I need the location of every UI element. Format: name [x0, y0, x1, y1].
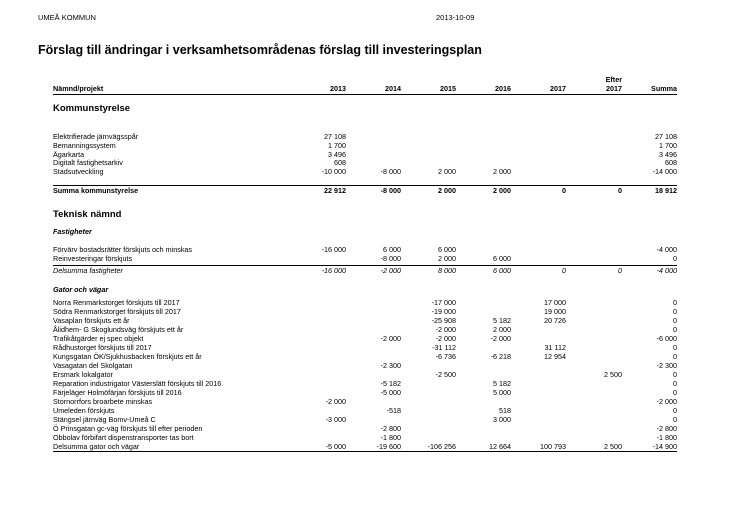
cell: -2 000: [435, 334, 456, 343]
cell: 3 496: [328, 150, 346, 159]
cell: 19 000: [544, 307, 566, 316]
column-header-row: [0, 84, 746, 93]
cell: 5 000: [493, 388, 511, 397]
cell: -16 000: [321, 266, 346, 275]
cell: 0: [673, 343, 677, 352]
row-label: Ö Prinsgatan gc-väg förskjuts till efter perioden: [53, 424, 203, 433]
section-kommunstyrelse: Kommunstyrelse: [53, 103, 131, 114]
row-label: Stängsel järnväg Bomv-Umeå C: [53, 415, 156, 424]
col-2017: 2017: [550, 84, 566, 93]
cell: 0: [618, 186, 622, 195]
row-label: Stadsutveckling: [53, 167, 104, 176]
cell: 2 000: [438, 167, 456, 176]
cell: 608: [334, 158, 346, 167]
cell: 5 182: [493, 316, 511, 325]
cell: 0: [673, 388, 677, 397]
cell: 608: [665, 158, 677, 167]
header-rule: [53, 94, 677, 95]
cell: -8 000: [380, 254, 401, 263]
cell: 1 700: [328, 141, 346, 150]
table-row: [0, 186, 746, 195]
cell: 0: [673, 316, 677, 325]
cell: -14 000: [652, 167, 677, 176]
row-label: Vasagatan del Skolgatan: [53, 361, 133, 370]
row-label: Vasaplan förskjuts ett år: [53, 316, 130, 325]
cell: 2 500: [604, 442, 622, 451]
cell: 0: [673, 370, 677, 379]
cell: 27 108: [324, 132, 346, 141]
cell: -5 182: [380, 379, 401, 388]
row-label: Reinvesteringar förskjuts: [53, 254, 133, 263]
cell: 18 912: [655, 186, 677, 195]
cell: 2 000: [493, 325, 511, 334]
table-row: [0, 397, 746, 406]
table-row: [0, 141, 746, 150]
row-label: Förvärv bostadsrätter förskjuts och minskas: [53, 245, 193, 254]
row-label: Umeleden förskjuts: [53, 406, 115, 415]
row-label: Trafikåtgärder ej spec objekt: [53, 334, 144, 343]
header-org: UMEÅ KOMMUN: [38, 13, 96, 22]
cell: 0: [673, 254, 677, 263]
row-label: Ägarkarta: [53, 150, 85, 159]
table-row: [0, 379, 746, 388]
cell: -6 218: [490, 352, 511, 361]
table-row: [0, 406, 746, 415]
row-label: Norra Renmarkstorget förskjuts till 2017: [53, 298, 180, 307]
cell: 0: [673, 325, 677, 334]
table-row: [0, 167, 746, 176]
row-label: Delsumma fastigheter: [53, 266, 123, 275]
cell: -8 000: [380, 186, 401, 195]
row-label: Södra Renmarkstorget förskjuts till 2017: [53, 307, 181, 316]
section-teknisk-namnd: Teknisk nämnd: [53, 209, 122, 220]
cell: -106 256: [427, 442, 456, 451]
cell: 2 000: [493, 186, 511, 195]
cell: 6 000: [493, 266, 511, 275]
cell: -19 600: [376, 442, 401, 451]
cell: 6 000: [383, 245, 401, 254]
cell: -4 000: [656, 245, 677, 254]
cell: 0: [618, 266, 622, 275]
cell: -19 000: [431, 307, 456, 316]
cell: 12 954: [544, 352, 566, 361]
cell: -6 736: [435, 352, 456, 361]
col-2013: 2013: [330, 84, 346, 93]
col-2014: 2014: [385, 84, 401, 93]
cell: 5 182: [493, 379, 511, 388]
table-row: [0, 433, 746, 442]
row-label: Ålidhem- G Skoglundsväg förskjuts ett år: [53, 325, 184, 334]
cell: -17 000: [431, 298, 456, 307]
table-row: [0, 316, 746, 325]
header-date: 2013-10-09: [436, 13, 475, 22]
col-after-bottom: 2017: [606, 84, 622, 93]
cell: -8 000: [380, 167, 401, 176]
table-row: [0, 158, 746, 167]
cell: 2 000: [438, 254, 456, 263]
column-header-after-top: [0, 75, 746, 84]
cell: 2 500: [604, 370, 622, 379]
cell: 100 793: [540, 442, 566, 451]
cell: 0: [673, 406, 677, 415]
subtotal-rule: [53, 265, 677, 266]
row-label: Elektrifierade järnvägsspår: [53, 132, 139, 141]
table-row: [0, 442, 746, 451]
row-label: Delsumma gator och vägar: [53, 442, 140, 451]
row-label: Rådhustorget förskjuts till 2017: [53, 343, 152, 352]
cell: -2 000: [490, 334, 511, 343]
cell: 0: [673, 352, 677, 361]
row-label: Stornorrfors broarbete minskas: [53, 397, 153, 406]
cell: -1 800: [380, 433, 401, 442]
cell: -2 000: [380, 266, 401, 275]
cell: -5 000: [325, 442, 346, 451]
cell: 0: [673, 307, 677, 316]
row-label: Summa kommunstyrelse: [53, 186, 139, 195]
cell: -2 000: [380, 334, 401, 343]
cell: 0: [673, 379, 677, 388]
col-sum: Summa: [651, 84, 677, 93]
cell: 0: [673, 415, 677, 424]
cell: 0: [673, 298, 677, 307]
row-label: Reparation industrigator Västerslätt förskjuts till 2016: [53, 379, 222, 388]
row-label: Ersmark lokalgator: [53, 370, 113, 379]
cell: 518: [499, 406, 511, 415]
cell: 0: [562, 266, 566, 275]
cell: -25 908: [431, 316, 456, 325]
table-row: [0, 254, 746, 263]
row-label: Färjeläger Holmöfärjan förskjuts till 2016: [53, 388, 182, 397]
cell: -2 300: [656, 361, 677, 370]
table-row: [0, 424, 746, 433]
cell: 17 000: [544, 298, 566, 307]
cell: -3 000: [325, 415, 346, 424]
table-row: [0, 415, 746, 424]
cell: 3 000: [493, 415, 511, 424]
table-row: [0, 325, 746, 334]
cell: -2 300: [380, 361, 401, 370]
cell: -6 000: [656, 334, 677, 343]
cell: 1 700: [659, 141, 677, 150]
cell: -2 000: [435, 325, 456, 334]
cell: -2 800: [380, 424, 401, 433]
cell: -31 112: [432, 343, 456, 352]
cell: 6 000: [438, 245, 456, 254]
table-row: [0, 227, 746, 236]
col-after-top: Efter: [605, 75, 622, 84]
cell: 31 112: [544, 343, 566, 352]
cell: -10 000: [321, 167, 346, 176]
col-2015: 2015: [440, 84, 456, 93]
table-row: [0, 361, 746, 370]
table-row: [0, 343, 746, 352]
cell: 2 000: [493, 167, 511, 176]
table-row: [0, 388, 746, 397]
cell: -4 000: [656, 266, 677, 275]
cell: 2 000: [438, 186, 456, 195]
row-label: Kungsgatan ÖK/Sjukhusbacken förskjuts ett år: [53, 352, 202, 361]
cell: -518: [386, 406, 401, 415]
subtotal-rule: [53, 185, 677, 186]
cell: 3 496: [659, 150, 677, 159]
table-row: [0, 266, 746, 275]
cell: -2 800: [656, 424, 677, 433]
cell: -2 500: [435, 370, 456, 379]
table-row: [0, 298, 746, 307]
cell: 27 108: [655, 132, 677, 141]
cell: 20 726: [544, 316, 566, 325]
cell: 0: [562, 186, 566, 195]
table-row: [0, 334, 746, 343]
table-row: [0, 307, 746, 316]
cell: -14 900: [652, 442, 677, 451]
row-label: Gator och vägar: [53, 285, 109, 294]
cell: 8 000: [438, 266, 456, 275]
cell: -16 000: [321, 245, 346, 254]
cell: 22 912: [324, 186, 346, 195]
row-label: Fastigheter: [53, 227, 92, 236]
row-label: Bemanningssystem: [53, 141, 116, 150]
cell: -2 000: [325, 397, 346, 406]
col-project: Nämnd/projekt: [53, 84, 104, 93]
subtotal-rule: [53, 451, 677, 452]
table-row: [0, 352, 746, 361]
table-row: [0, 370, 746, 379]
row-label: Obbolav förbifart dispenstransporter tas bort: [53, 433, 194, 442]
cell: -5 000: [380, 388, 401, 397]
cell: 12 664: [489, 442, 511, 451]
table-row: [0, 245, 746, 254]
cell: -1 800: [656, 433, 677, 442]
table-row: [0, 285, 746, 294]
page-title: Förslag till ändringar i verksamhetsområdenas förslag till investeringsplan: [38, 43, 482, 57]
table-row: [0, 132, 746, 141]
cell: 6 000: [493, 254, 511, 263]
row-label: Digitalt fastighetsarkiv: [53, 158, 123, 167]
col-2016: 2016: [495, 84, 511, 93]
cell: -2 000: [656, 397, 677, 406]
